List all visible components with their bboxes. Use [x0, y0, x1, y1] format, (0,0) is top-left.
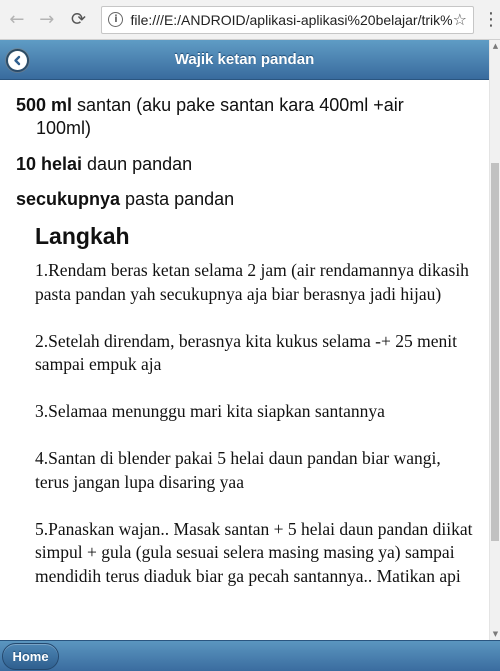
ingredient-daun-pandan	[16, 153, 192, 176]
ingredient-text: pasta pandan	[120, 189, 235, 209]
browser-forward-button[interactable]: →	[39, 9, 55, 30]
info-icon[interactable]: i	[108, 12, 123, 27]
step-item: 3.Selamaa menunggu mari kita siapkan santannya	[35, 401, 385, 421]
app-footer	[0, 640, 500, 671]
header-back-button[interactable]	[5, 48, 30, 73]
step-item: 5.Panaskan wajan.. Masak santan + 5 helai daun pandan diikat simpul + gula (gula sesuai selera masing masing ya) sampai mendidih terus diaduk biar ga pecah santannya.. Matikan api	[35, 518, 473, 586]
browser-menu-icon[interactable]: ⋮	[482, 9, 500, 30]
page-scrollbar[interactable]	[489, 40, 500, 640]
bookmark-star-icon[interactable]: ☆	[452, 10, 468, 29]
page-title: Wajik ketan pandan	[174, 51, 315, 68]
scroll-up-arrow-icon[interactable]: ▲	[492, 42, 499, 50]
ingredient-quantity: secukupnya	[16, 189, 121, 209]
scrollbar-thumb[interactable]	[491, 163, 499, 541]
home-button[interactable]: Home	[2, 643, 59, 670]
browser-toolbar	[0, 0, 500, 40]
recipe-content	[0, 81, 489, 640]
app-header	[0, 40, 489, 80]
step-item: 4.Santan di blender pakai 5 helai daun pandan biar wangi, terus jangan lupa disaring yaa	[35, 448, 441, 492]
reload-button[interactable]: ⟳	[71, 9, 87, 30]
ingredient-text: santan (aku pake santan kara 400ml +air	[72, 95, 404, 115]
ingredient-quantity: 10 helai	[16, 154, 83, 174]
scroll-down-arrow-icon[interactable]: ▼	[492, 630, 499, 638]
step-item: 2.Setelah direndam, berasnya kita kukus selama -+ 25 menit sampai empuk aja	[35, 330, 457, 374]
step-item: 1.Rendam beras ketan selama 2 jam (air rendamannya dikasih pasta pandan yah secukupnya aja biar berasnya jadi hijau)	[35, 260, 469, 304]
ingredient-text-continued: 100ml)	[36, 118, 92, 138]
url-text[interactable]: file:///E:/ANDROID/aplikasi-aplikasi%20belajar/trik%	[130, 11, 453, 28]
chevron-left-icon	[8, 51, 27, 70]
steps-heading: Langkah	[35, 223, 130, 249]
browser-back-button[interactable]: ←	[9, 9, 25, 30]
ingredient-text: daun pandan	[82, 154, 193, 174]
ingredient-pasta-pandan	[16, 188, 234, 211]
ingredient-santan	[16, 94, 456, 140]
ingredient-quantity: 500 ml	[16, 95, 73, 115]
address-bar[interactable]	[101, 6, 474, 34]
steps-list	[35, 259, 475, 612]
